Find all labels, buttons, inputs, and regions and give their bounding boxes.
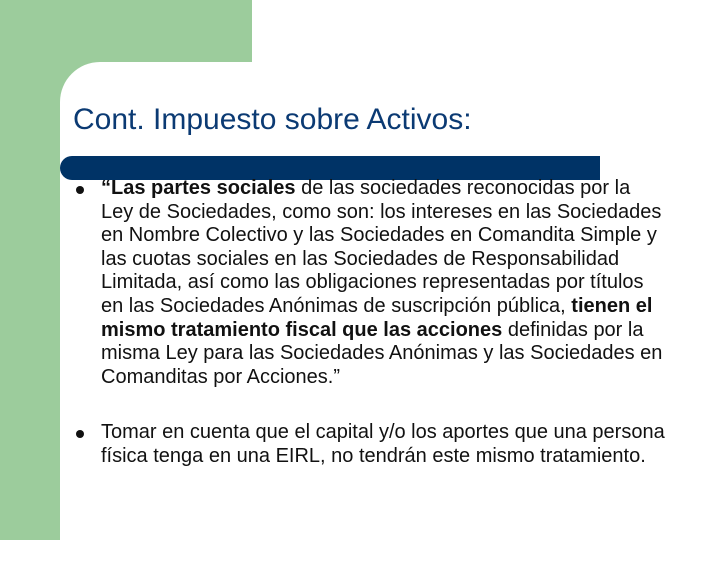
bullet-text-bold: “Las partes sociales — [101, 177, 296, 199]
bullet-item — [76, 421, 666, 468]
bullet-item — [76, 177, 666, 389]
slide-title: Cont. Impuesto sobre Activos: — [73, 103, 472, 136]
bullet-dot-icon — [76, 186, 84, 194]
bullet-text-bold: tienen el mismo tratamiento fiscal que las acciones — [101, 294, 653, 341]
bullet-text: Tomar en cuenta que el capital y/o los aportes que una persona física tenga en una EIRL, no tendrán este mismo tratamiento. — [101, 421, 665, 467]
bullet-list — [76, 177, 666, 469]
bullet-text: definidas por la misma Ley para las Sociedades Anónimas y las Sociedades en Comanditas por Acciones.” — [101, 318, 663, 388]
bullet-text: de las sociedades reconocidas por la Ley de Sociedades, como son: los intereses en las Sociedades en Nombre Colectivo y las Sociedades en Comandita Simple y las cuotas sociales en las Sociedades de Responsabilidad Limitada, así como las obligaciones representadas por títulos en las Sociedades Anónimas de suscripción pública, — [101, 177, 662, 317]
bullet-dot-icon — [76, 430, 84, 438]
